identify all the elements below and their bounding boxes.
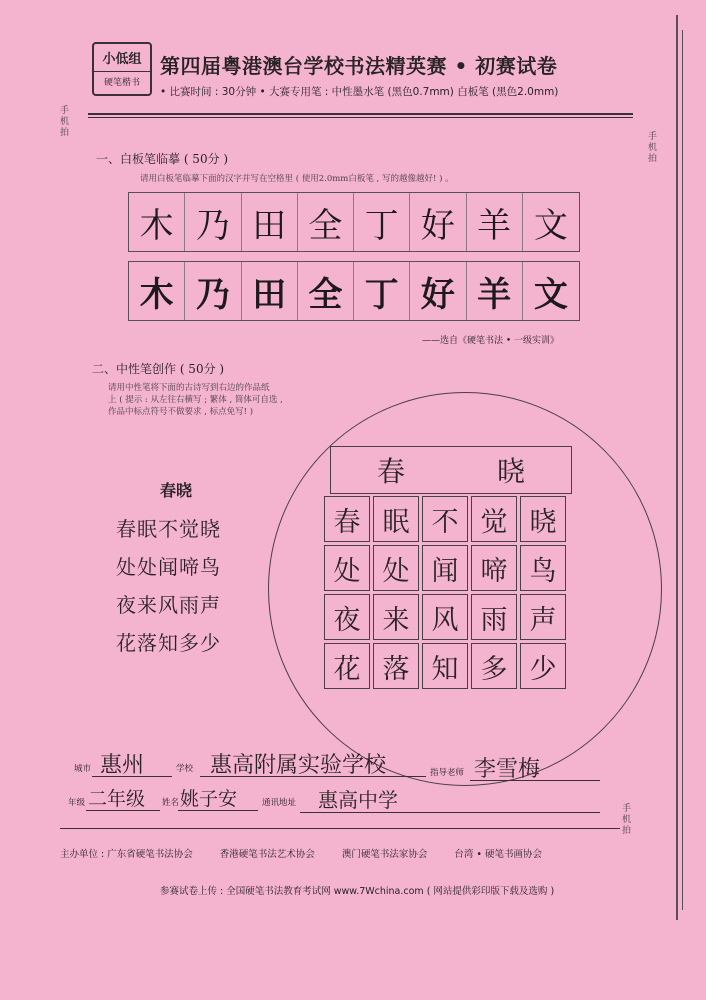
entry-char-cell: 花 bbox=[324, 643, 370, 689]
practice-char-cell: 田 bbox=[242, 262, 298, 320]
model-char-cell: 羊 bbox=[467, 193, 523, 251]
entry-char-cell: 不 bbox=[422, 496, 468, 542]
organizers bbox=[60, 846, 620, 860]
organizer: 澳门硬笔书法家协会 bbox=[341, 849, 428, 860]
entry-title-char: 晓 bbox=[496, 455, 525, 488]
entry-title-box bbox=[330, 446, 572, 494]
practice-char-cell: 全 bbox=[298, 262, 354, 320]
poem-text bbox=[116, 510, 221, 662]
poem-line: 处处闻啼鸟 bbox=[116, 555, 221, 579]
badge-group-label: 小低组 bbox=[102, 52, 142, 67]
entry-char-cell: 闻 bbox=[422, 545, 468, 591]
practice-char-cell: 好 bbox=[410, 262, 466, 320]
header-divider bbox=[88, 117, 633, 118]
entry-char-cell: 落 bbox=[373, 643, 419, 689]
model-char-cell: 乃 bbox=[185, 193, 241, 251]
name-value: 姚子安 bbox=[180, 788, 238, 810]
entry-char-cell: 来 bbox=[373, 594, 419, 640]
badge-style-label: 硬笔楷书 bbox=[94, 71, 150, 88]
poem-line: 花落知多少 bbox=[116, 631, 221, 655]
source-note: ——选自《硬笔书法 • 一级实训》 bbox=[422, 336, 560, 346]
model-char-cell: 木 bbox=[129, 193, 185, 251]
teacher-label: 指导老师 bbox=[430, 768, 465, 778]
model-char-cell: 文 bbox=[533, 205, 568, 246]
school-value: 惠高附属实验学校 bbox=[210, 753, 387, 778]
city-value: 惠州 bbox=[100, 753, 145, 778]
entry-char-cell: 声 bbox=[520, 594, 566, 640]
practice-char-cell: 乃 bbox=[185, 262, 241, 320]
entry-title-char: 春 bbox=[376, 455, 405, 488]
margin-mark-left: 手机拍 bbox=[60, 106, 70, 138]
model-char-cell: 好 bbox=[410, 193, 466, 251]
page-title: 第四届粤港澳台学校书法精英赛 • 初赛试卷 bbox=[160, 54, 558, 78]
instruction-line: 请用中性笔将下面的古诗写到右边的作品纸 bbox=[108, 383, 270, 393]
organizer: 香港硬笔书法艺术协会 bbox=[219, 849, 315, 860]
entry-char-cell: 啼 bbox=[471, 545, 517, 591]
entry-char-cell: 知 bbox=[422, 643, 468, 689]
entry-char-cell: 晓 bbox=[520, 496, 566, 542]
footer-divider bbox=[60, 828, 620, 829]
poem-title: 春晓 bbox=[160, 481, 193, 500]
address-underline bbox=[300, 812, 600, 813]
header-divider bbox=[88, 113, 633, 115]
page-edge-line bbox=[676, 15, 678, 920]
practice-char-cell: 羊 bbox=[467, 262, 523, 320]
entry-char-cell: 处 bbox=[324, 545, 370, 591]
section2-instruction bbox=[108, 382, 283, 418]
poem-line: 春眠不觉晓 bbox=[116, 517, 221, 541]
model-char-cell: 全 bbox=[298, 193, 354, 251]
poem-line: 夜来风雨声 bbox=[116, 593, 221, 617]
entry-char-cell: 夜 bbox=[324, 594, 370, 640]
entry-char-cell: 少 bbox=[520, 643, 566, 689]
section1-instruction: 请用白板笔临摹下面的汉字并写在空格里 ( 使用2.0mm白板笔 , 写的越像越好! ) 。 bbox=[140, 174, 454, 184]
margin-mark-right-bottom: 手机拍 bbox=[622, 804, 632, 836]
teacher-underline bbox=[470, 780, 600, 781]
entry-char-cell: 鸟 bbox=[520, 545, 566, 591]
entry-char-cell: 风 bbox=[422, 594, 468, 640]
school-label: 学校 bbox=[176, 764, 194, 774]
model-char-cell: 田 bbox=[242, 193, 298, 251]
organizer: 台湾 • 硬笔书画协会 bbox=[454, 849, 543, 860]
model-char-cell: 丁 bbox=[354, 193, 410, 251]
organizer: 主办单位 : 广东省硬笔书法协会 bbox=[60, 849, 193, 860]
instruction-line: 作品中标点符号不做要求 , 标点免写! ) bbox=[108, 407, 254, 417]
address-value: 惠高中学 bbox=[318, 788, 398, 812]
section2-title: 二、中性笔创作 ( 50分 ) bbox=[92, 362, 225, 376]
school-underline bbox=[200, 776, 426, 777]
name-underline bbox=[178, 810, 258, 811]
exam-info: • 比赛时间 : 30分钟 • 大赛专用笔 : 中性墨水笔 (黑色0.7mm) 白板笔 (黑色2.0mm) bbox=[160, 86, 559, 98]
entry-char-cell: 多 bbox=[471, 643, 517, 689]
grade-label: 年级 bbox=[68, 798, 86, 808]
group-badge bbox=[92, 42, 152, 96]
entry-char-cell: 觉 bbox=[471, 496, 517, 542]
grade-value: 二年级 bbox=[88, 788, 146, 810]
page-edge-line bbox=[682, 30, 683, 910]
teacher-value: 李雪梅 bbox=[474, 757, 541, 782]
margin-mark-right-top: 手机拍 bbox=[648, 132, 658, 164]
section1-title: 一、白板笔临摹 ( 50分 ) bbox=[96, 152, 229, 166]
upload-note: 参赛试卷上传 : 全国硬笔书法教育考试网 www.7Wchina.com ( 网站提供彩印版下载及选购 ) bbox=[160, 886, 555, 897]
practice-char-cell: 文 bbox=[533, 274, 568, 315]
grade-underline bbox=[86, 810, 160, 811]
instruction-line: 上 ( 提示 : 从左往右横写 ; 繁体 , 简体可自选 , bbox=[108, 395, 283, 405]
entry-char-cell: 雨 bbox=[471, 594, 517, 640]
entry-char-cell: 处 bbox=[373, 545, 419, 591]
city-underline bbox=[92, 776, 172, 777]
practice-char-row bbox=[128, 261, 580, 321]
entry-char-grid bbox=[324, 496, 566, 689]
entry-char-cell: 眠 bbox=[373, 496, 419, 542]
address-label: 通讯地址 bbox=[262, 798, 297, 808]
practice-char-cell: 木 bbox=[129, 262, 185, 320]
city-label: 城市 bbox=[74, 764, 92, 774]
entry-char-cell: 春 bbox=[324, 496, 370, 542]
model-char-row bbox=[128, 192, 580, 252]
practice-char-cell: 丁 bbox=[354, 262, 410, 320]
name-label: 姓名 bbox=[162, 798, 180, 808]
